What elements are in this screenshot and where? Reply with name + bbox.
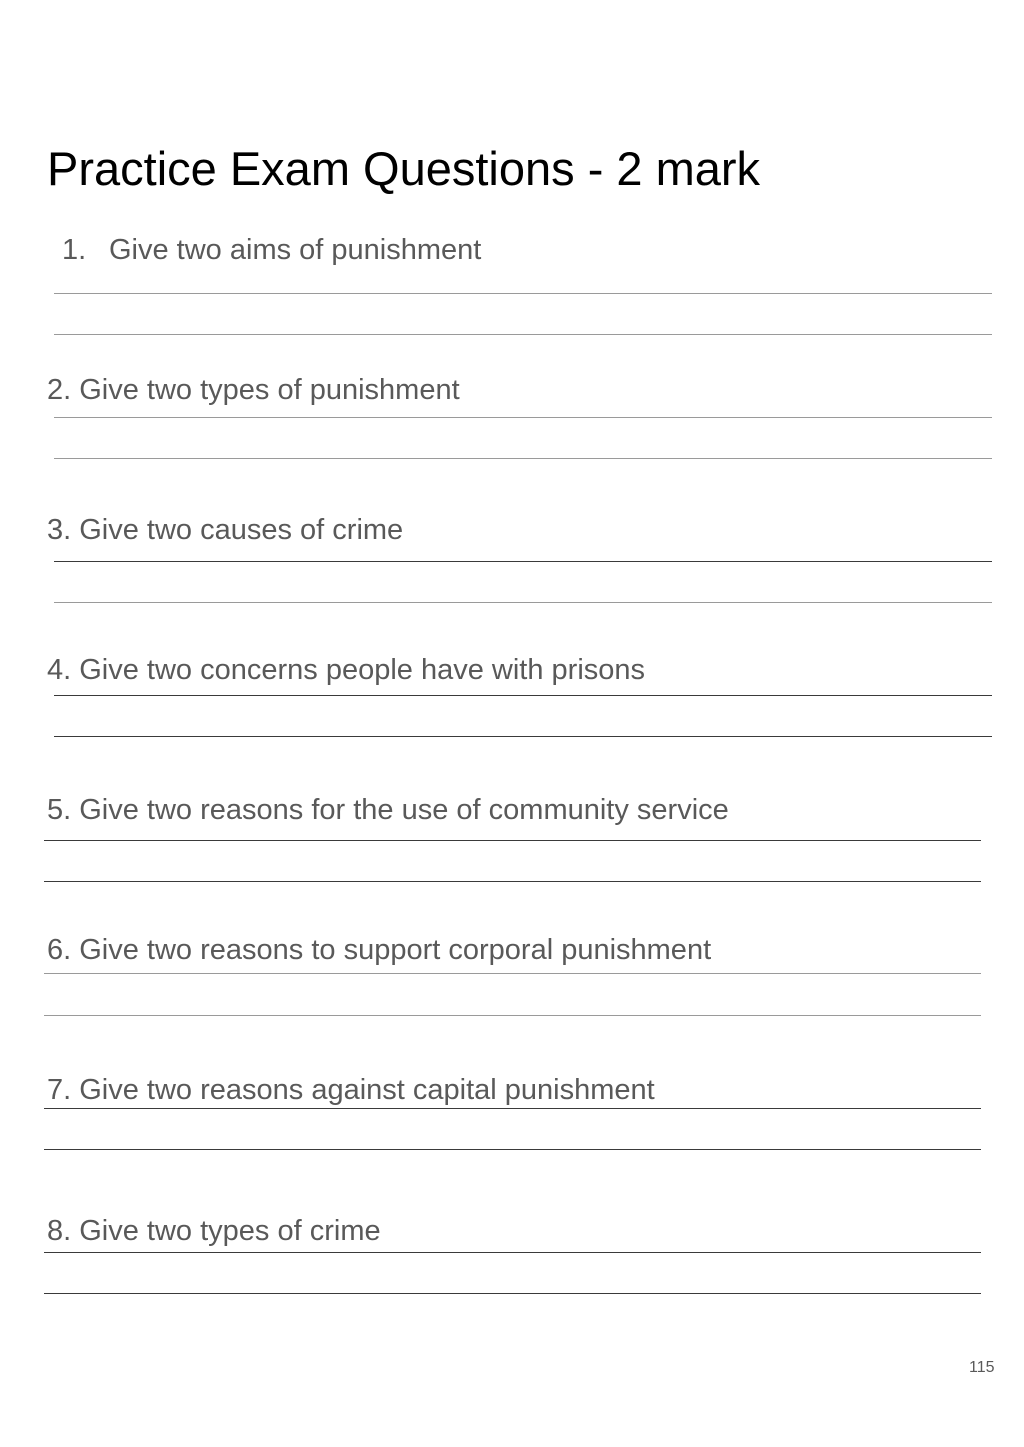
- question-4-text: 4. Give two concerns people have with prisons: [47, 654, 646, 686]
- answer-line-2b[interactable]: [54, 458, 992, 459]
- question-3-text: 3. Give two causes of crime: [47, 514, 404, 546]
- answer-line-5b[interactable]: [44, 881, 981, 882]
- answer-line-7b[interactable]: [44, 1149, 981, 1150]
- answer-line-8b[interactable]: [44, 1293, 981, 1294]
- question-8-text: 8. Give two types of crime: [47, 1215, 381, 1247]
- answer-line-1b[interactable]: [54, 334, 992, 335]
- page-title: Practice Exam Questions - 2 mark: [47, 142, 761, 195]
- answer-line-4a[interactable]: [54, 695, 992, 696]
- answer-line-8a[interactable]: [44, 1252, 981, 1253]
- answer-line-2a[interactable]: [54, 417, 992, 418]
- answer-line-6a[interactable]: [44, 973, 981, 974]
- question-2-text: 2. Give two types of punishment: [47, 374, 460, 406]
- question-5-text: 5. Give two reasons for the use of community service: [47, 794, 729, 826]
- answer-line-5a[interactable]: [44, 840, 981, 841]
- page-number: 115: [969, 1359, 995, 1376]
- question-1-text: Give two aims of punishment: [109, 234, 482, 266]
- question-1-number: 1.: [62, 234, 87, 266]
- answer-line-4b[interactable]: [54, 736, 992, 737]
- question-6-text: 6. Give two reasons to support corporal punishment: [47, 934, 712, 966]
- answer-line-3a[interactable]: [54, 561, 992, 562]
- answer-line-6b[interactable]: [44, 1015, 981, 1016]
- answer-line-3b[interactable]: [54, 602, 992, 603]
- question-7-text: 7. Give two reasons against capital punishment: [47, 1074, 655, 1106]
- answer-line-1a[interactable]: [54, 293, 992, 294]
- answer-line-7a[interactable]: [44, 1108, 981, 1109]
